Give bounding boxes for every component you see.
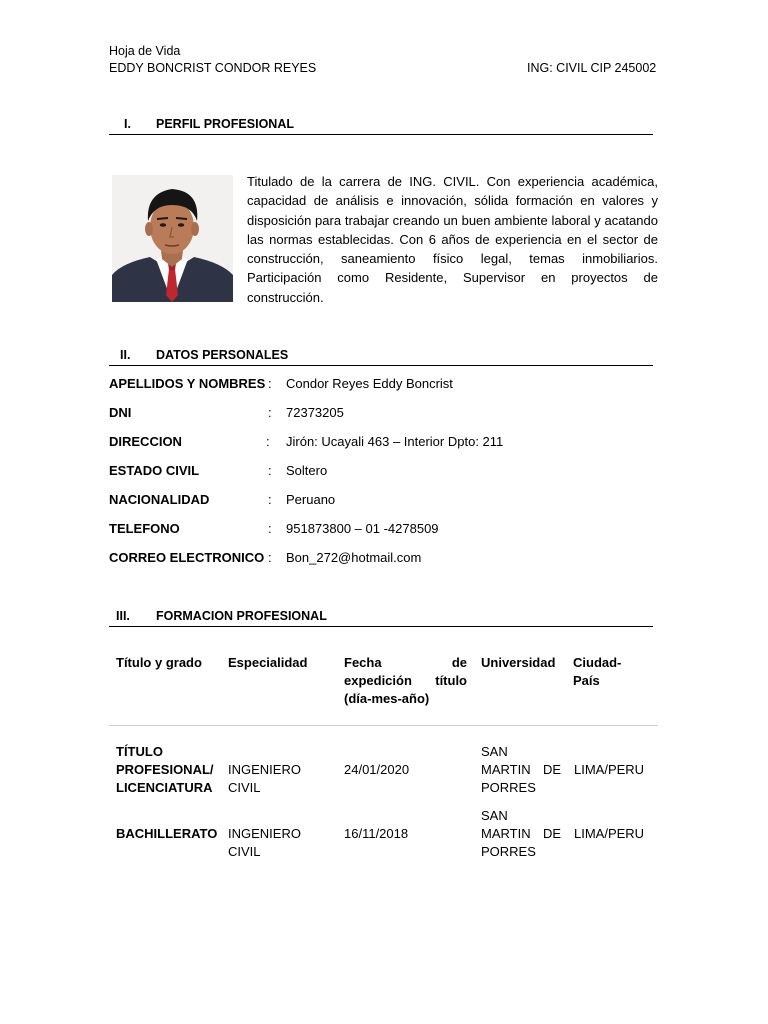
table-divider xyxy=(109,725,658,726)
personal-data-colon: : xyxy=(268,405,272,420)
personal-data-label: DIRECCION xyxy=(109,434,182,449)
personal-data-value: 951873800 – 01 -4278509 xyxy=(286,521,439,536)
section-number: III. xyxy=(116,609,130,623)
cell-line: INGENIERO xyxy=(228,762,301,777)
personal-data-value: Bon_272@hotmail.com xyxy=(286,550,422,565)
section-number: I. xyxy=(124,117,131,131)
cell-titulo xyxy=(116,825,217,843)
section-title-text: PERFIL PROFESIONAL xyxy=(156,117,294,131)
cell-line: PORRES xyxy=(481,844,536,859)
personal-data-value: Peruano xyxy=(286,492,336,507)
cell-line: BACHILLERATO xyxy=(116,826,218,841)
section-title-text: DATOS PERSONALES xyxy=(156,348,289,362)
cell-line: SAN xyxy=(481,744,508,759)
col-header-fecha-word: Fecha xyxy=(344,655,382,670)
cell-line: PORRES xyxy=(481,780,536,795)
cell-universidad xyxy=(481,807,561,861)
header-cip: ING: CIVIL CIP 245002 xyxy=(527,61,657,75)
col-header-ciudad-line: Ciudad- xyxy=(573,655,622,670)
cell-line xyxy=(481,825,561,843)
personal-data-value: 72373205 xyxy=(286,405,344,420)
cell-line: TÍTULO xyxy=(116,744,163,759)
section-number: II. xyxy=(120,348,131,362)
personal-data-colon: : xyxy=(268,521,272,536)
section-datos-title xyxy=(109,348,653,366)
cell-line: SAN xyxy=(481,808,508,823)
cell-line: LICENCIATURA xyxy=(116,780,213,795)
section-title-text: FORMACION PROFESIONAL xyxy=(156,609,327,623)
col-header-fecha-format: (día-mes-año) xyxy=(344,691,430,706)
personal-data-colon: : xyxy=(266,434,270,449)
profile-summary: Titulado de la carrera de ING. CIVIL. Con experiencia académica, capacidad de análisis e innovación, sólida formación en valores y disposición para trabajar creando un buen ambiente laboral y acatando las normas establecidas. Con 6 años de experiencia en el sector de construcción, saneamiento físico legal, temas inmobiliarios. Participación como Residente, Supervisor en proyectos de construcción. xyxy=(247,174,658,305)
section-perfil-title xyxy=(109,117,653,135)
personal-data-label: TELEFONO xyxy=(109,521,180,536)
personal-data-value: Jirón: Ucayali 463 – Interior Dpto: 211 xyxy=(286,434,504,449)
cell-titulo xyxy=(116,743,214,797)
col-header-fecha-word: de xyxy=(451,655,467,670)
cell-line: CIVIL xyxy=(228,780,261,795)
col-header-fecha xyxy=(344,654,467,708)
col-header-especialidad: Especialidad xyxy=(228,655,308,670)
cell-especialidad xyxy=(228,825,301,861)
col-header-ciudad-line: País xyxy=(573,673,600,688)
cell-universidad xyxy=(481,743,561,797)
cell-fecha: 24/01/2020 xyxy=(344,762,410,777)
cell-word: DE xyxy=(542,826,561,841)
section-formacion-title xyxy=(109,609,653,627)
personal-data-colon: : xyxy=(268,463,272,478)
personal-data-label: APELLIDOS Y NOMBRES xyxy=(109,376,266,391)
col-header-ciudad xyxy=(573,654,621,690)
header-name: EDDY BONCRIST CONDOR REYES xyxy=(109,61,317,75)
personal-data-label: CORREO ELECTRONICO xyxy=(109,550,265,565)
cell-word: MARTIN xyxy=(481,762,531,777)
cell-line: PROFESIONAL/ xyxy=(116,762,214,777)
personal-data-label: ESTADO CIVIL xyxy=(109,463,200,478)
cell-ciudad: LIMA/PERU xyxy=(574,826,645,841)
personal-data-colon: : xyxy=(268,376,272,391)
cell-fecha: 16/11/2018 xyxy=(344,826,409,841)
col-header-fecha-word: expedición xyxy=(344,673,412,688)
cell-line xyxy=(481,761,561,779)
personal-data-label: DNI xyxy=(109,405,132,420)
personal-data-value: Condor Reyes Eddy Boncrist xyxy=(286,376,453,391)
col-header-titulo: Título y grado xyxy=(116,655,202,670)
cell-ciudad: LIMA/PERU xyxy=(574,762,645,777)
col-header-universidad: Universidad xyxy=(481,655,556,670)
cell-word: MARTIN xyxy=(481,826,531,841)
col-header-fecha-word: título xyxy=(435,673,467,688)
cell-line: CIVIL xyxy=(228,844,261,859)
cell-line: INGENIERO xyxy=(228,826,301,841)
personal-data-colon: : xyxy=(268,492,272,507)
personal-data-colon: : xyxy=(268,550,272,565)
profile-photo xyxy=(112,175,233,302)
personal-data-label: NACIONALIDAD xyxy=(109,492,210,507)
doc-title: Hoja de Vida xyxy=(109,44,181,58)
personal-data-value: Soltero xyxy=(286,463,328,478)
cell-word: DE xyxy=(542,762,561,777)
cell-especialidad xyxy=(228,761,301,797)
